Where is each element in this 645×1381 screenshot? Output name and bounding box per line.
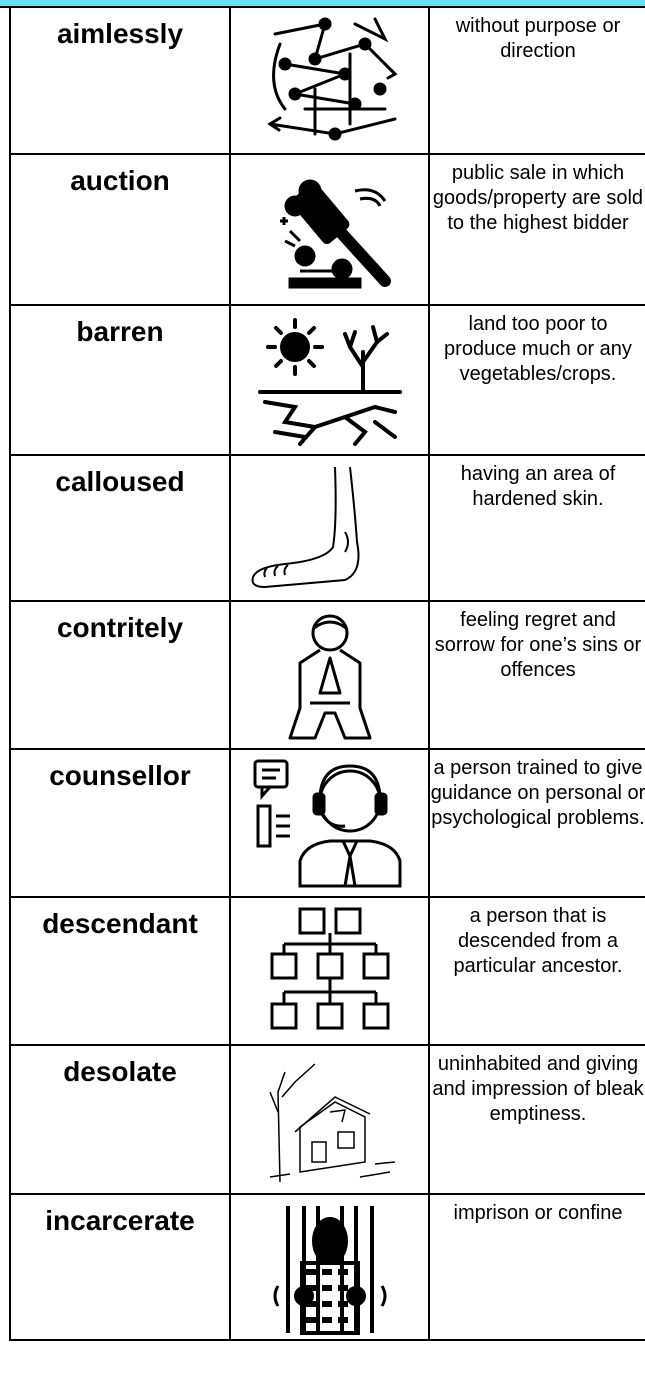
word-label: auction [70, 165, 170, 196]
drought-land-icon [255, 312, 405, 447]
table-row [10, 897, 645, 1045]
prisoner-bars-icon [260, 1201, 400, 1336]
family-tree-icon [260, 904, 400, 1039]
definition-text: land too poor to produce much or any vegetables/crops. [444, 313, 632, 385]
definition-cell [429, 601, 645, 749]
word-label: contritely [56, 612, 184, 643]
definition-text: feeling regret and sorrow for one’s sins or offences [434, 609, 642, 681]
picture-cell [230, 749, 429, 897]
word-cell [10, 897, 230, 1045]
foot-icon [245, 462, 415, 597]
word-label: descendant [42, 908, 198, 939]
word-cell [10, 1194, 230, 1340]
table-row [10, 749, 645, 897]
picture-cell [230, 455, 429, 601]
definition-cell [429, 455, 645, 601]
table-row [10, 7, 645, 154]
definition-cell [429, 305, 645, 455]
gavel-coins-icon [260, 161, 400, 296]
definition-cell [429, 1194, 645, 1340]
definition-text: imprison or confine [453, 1202, 623, 1224]
word-cell [10, 154, 230, 305]
word-cell [10, 305, 230, 455]
table-row [10, 305, 645, 455]
picture-cell [230, 897, 429, 1045]
word-cell [10, 455, 230, 601]
table-row [10, 1194, 645, 1340]
word-cell [10, 601, 230, 749]
picture-cell [230, 154, 429, 305]
word-label: counsellor [49, 760, 191, 791]
table-row [10, 455, 645, 601]
table-row [10, 154, 645, 305]
word-label: aimlessly [56, 18, 184, 49]
definition-text: having an area of hardened skin. [460, 463, 616, 510]
definition-text: a person trained to give guidance on personal or psychological problems. [430, 757, 645, 829]
scattered-arrows-icon [255, 14, 405, 149]
word-cell [10, 7, 230, 154]
definition-cell [429, 749, 645, 897]
picture-cell [230, 1194, 429, 1340]
definition-text: a person that is descended from a particular ancestor. [453, 905, 623, 977]
word-label: desolate [63, 1056, 177, 1087]
definition-cell [429, 897, 645, 1045]
definition-text: uninhabited and giving and impression of bleak emptiness. [432, 1053, 644, 1125]
definition-cell [429, 154, 645, 305]
word-cell [10, 1045, 230, 1194]
table-row [10, 601, 645, 749]
definition-text: public sale in which goods/property are sold to the highest bidder [432, 162, 644, 234]
vocabulary-table [9, 6, 645, 1341]
definition-cell [429, 7, 645, 154]
picture-cell [230, 305, 429, 455]
counsellor-headset-icon [250, 756, 410, 891]
picture-cell [230, 7, 429, 154]
word-label: barren [76, 316, 164, 347]
picture-cell [230, 601, 429, 749]
word-cell [10, 749, 230, 897]
word-label: calloused [55, 466, 185, 497]
table-row [10, 1045, 645, 1194]
word-label: incarcerate [45, 1205, 195, 1236]
definition-cell [429, 1045, 645, 1194]
abandoned-house-icon [260, 1052, 400, 1187]
picture-cell [230, 1045, 429, 1194]
definition-text: without purpose or direction [455, 15, 621, 62]
praying-person-icon [270, 608, 390, 743]
